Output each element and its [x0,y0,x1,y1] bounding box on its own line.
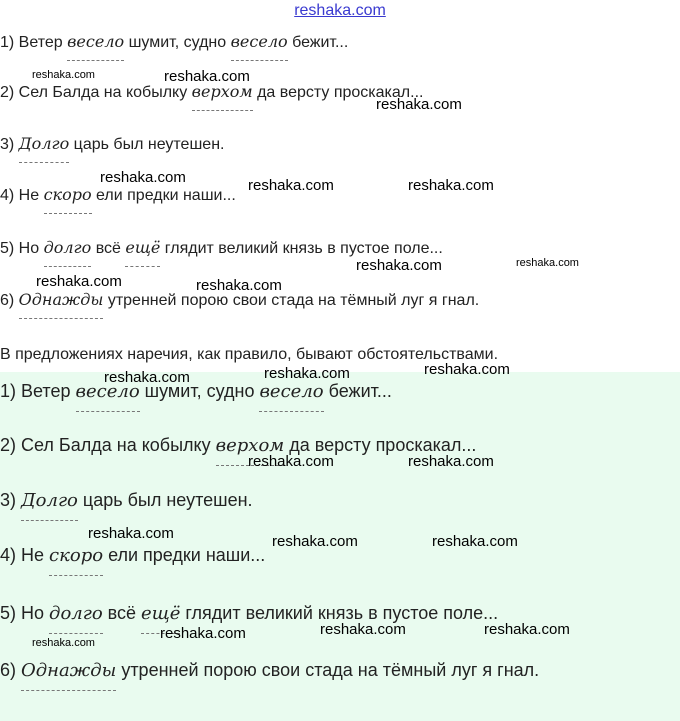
adverb: Долго [18,134,70,153]
adverb: скоро [43,185,92,204]
sentence-3: 3) Долго царь был неутешен. [0,134,225,153]
conclusion-text: В предложениях наречия, как правило, бывают обстоятельствами. [0,346,499,363]
watermark: reshaka.com [516,257,579,269]
sentence-6: 6) Однажды утренней порою свои стада на тёмный луг я гнал. [0,290,480,309]
adverb: Долго [21,490,78,511]
adverb: долго [43,238,92,257]
sentence-2: 2) Сел Балда на кобылку верхом да версту проскакал... [0,82,424,101]
adverb: весело [67,32,125,51]
answer-sentence-3: 3) Долго царь был неутешен. [0,490,253,511]
adverb: долго [49,603,103,624]
watermark: reshaka.com [432,533,518,550]
adverb: весело [259,381,324,402]
adverb: ещё [125,238,161,257]
watermark: reshaka.com [32,69,95,81]
site-link[interactable]: reshaka.com [294,2,386,19]
watermark: reshaka.com [484,621,570,638]
watermark: reshaka.com [36,273,122,290]
watermark: reshaka.com [424,361,510,378]
sentence-1: 1) Ветер весело шумит, судно весело бежит... [0,32,349,51]
sentence-4: 4) Не скоро ели предки наши... [0,185,236,204]
watermark: reshaka.com [356,257,442,274]
adverb: скоро [49,545,104,566]
watermark: reshaka.com [248,177,334,194]
watermark: reshaka.com [32,637,95,649]
adverb: весело [230,32,288,51]
watermark: reshaka.com [100,169,186,186]
watermark: reshaka.com [272,533,358,550]
answer-sentence-6: 6) Однажды утренней порою свои стада на тёмный луг я гнал. [0,660,540,681]
answer-sentence-5: 5) Но долго всё ещё глядит великий князь в пустое поле... [0,603,499,624]
adverb: ещё [141,603,181,624]
adverb: верхом [215,435,285,456]
watermark: reshaka.com [196,277,282,294]
watermark: reshaka.com [88,525,174,542]
watermark: reshaka.com [248,453,334,470]
sentence-5: 5) Но долго всё ещё глядит великий князь в пустое поле... [0,238,443,257]
adverb: Однажды [21,660,117,681]
answer-sentence-2: 2) Сел Балда на кобылку верхом да версту проскакал... [0,435,477,456]
adverb: весело [75,381,140,402]
site-header[interactable] [0,2,680,20]
watermark: reshaka.com [320,621,406,638]
watermark: reshaka.com [160,625,246,642]
watermark: reshaka.com [408,453,494,470]
watermark: reshaka.com [164,68,250,85]
answer-sentence-4: 4) Не скоро ели предки наши... [0,545,266,566]
adverb: Однажды [18,290,104,309]
watermark: reshaka.com [376,96,462,113]
adverb: верхом [191,82,253,101]
answer-sentence-1: 1) Ветер весело шумит, судно весело бежит... [0,381,392,402]
watermark: reshaka.com [104,369,190,386]
watermark: reshaka.com [408,177,494,194]
watermark: reshaka.com [264,365,350,382]
